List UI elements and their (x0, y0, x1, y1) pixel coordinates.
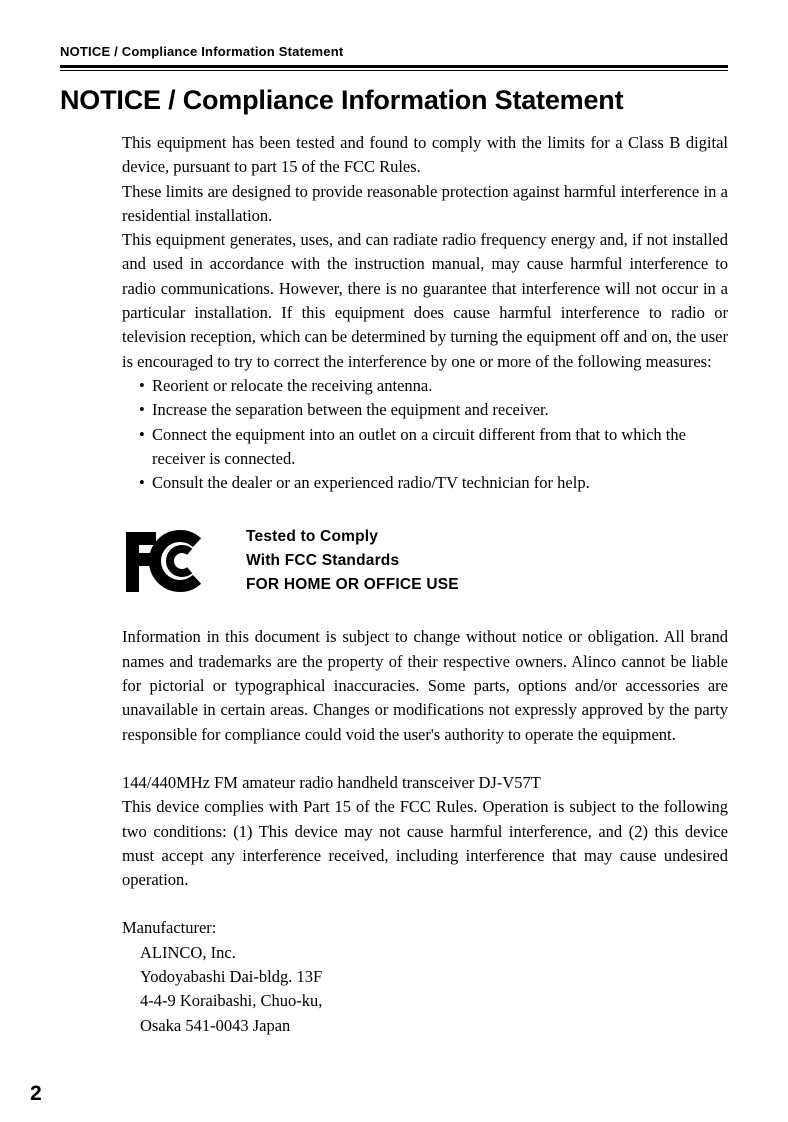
fcc-statement (246, 525, 459, 597)
paragraph-limits: These limits are designed to provide reasonable protection against harmful interference in a residential installation. (122, 181, 728, 225)
paragraph-interference: This equipment generates, uses, and can radiate radio frequency energy and, if not installed and used in accordance with the instruction manual, may cause harmful interference to radio communications. However, there is no guarantee that interference will not occur in a particular installation. If this equipment does cause harmful interference to radio or television reception, which can be determined by turning the equipment off and on, the user is encouraged to try to correct the interference by one or more of the following measures: (122, 230, 728, 371)
manufacturer-line: 4-4-9 Koraibashi, Chuo-ku, (140, 991, 323, 1011)
device-description: 144/440MHz FM amateur radio handheld transceiver DJ-V57T (122, 772, 541, 792)
page-title: NOTICE / Compliance Information Statement (60, 85, 624, 115)
manufacturer-block (122, 916, 728, 1037)
fcc-mark-block (122, 525, 728, 597)
list-item: • Reorient or relocate the receiving antenna. (122, 374, 728, 398)
paragraph-part15: This device complies with Part 15 of the FCC Rules. Operation is subject to the following two conditions: (1) This device may not cause harmful interference, and (2) this device must accept any interference received, including interference that may cause undesired operation. (122, 797, 728, 890)
header-rule-thick (60, 65, 728, 68)
page-number: 2 (30, 1082, 42, 1105)
paragraph-class-b: This equipment has been tested and found to comply with the limits for a Class B digital device, pursuant to part 15 of the FCC Rules. (122, 133, 728, 177)
manufacturer-line: Yodoyabashi Dai-bldg. 13F (140, 967, 323, 987)
manufacturer-line: ALINCO, Inc. (140, 942, 236, 962)
content-column (122, 131, 728, 1038)
fcc-statement-line: FOR HOME OR OFFICE USE (246, 576, 459, 594)
manufacturer-line: Osaka 541-0043 Japan (140, 1015, 291, 1035)
header-title: NOTICE / Compliance Information Statement (60, 44, 344, 59)
paragraph-disclaimer: Information in this document is subject to change without notice or obligation. All brand names and trademarks are the property of their respective owners. Alinco cannot be liable for pictorial or typographical inaccuracies. Some parts, options and/or accessories are unavailable in certain areas. Changes or modifications not expressly approved by the party responsible for compliance could void the user's authority to operate the equipment. (122, 627, 728, 744)
manufacturer-label: Manufacturer: (122, 918, 217, 938)
fcc-logo-icon (122, 530, 214, 592)
page-header (60, 44, 728, 71)
measures-list (122, 374, 728, 495)
list-item: • Connect the equipment into an outlet on a circuit different from that to which the receiver is connected. (122, 423, 728, 472)
fcc-statement-line: With FCC Standards (246, 552, 400, 570)
list-item: • Increase the separation between the equipment and receiver. (122, 398, 728, 422)
manufacturer-address (122, 941, 728, 1038)
list-item: • Consult the dealer or an experienced radio/TV technician for help. (122, 471, 728, 495)
header-rule-thin (60, 70, 728, 71)
fcc-statement-line: Tested to Comply (246, 528, 379, 546)
